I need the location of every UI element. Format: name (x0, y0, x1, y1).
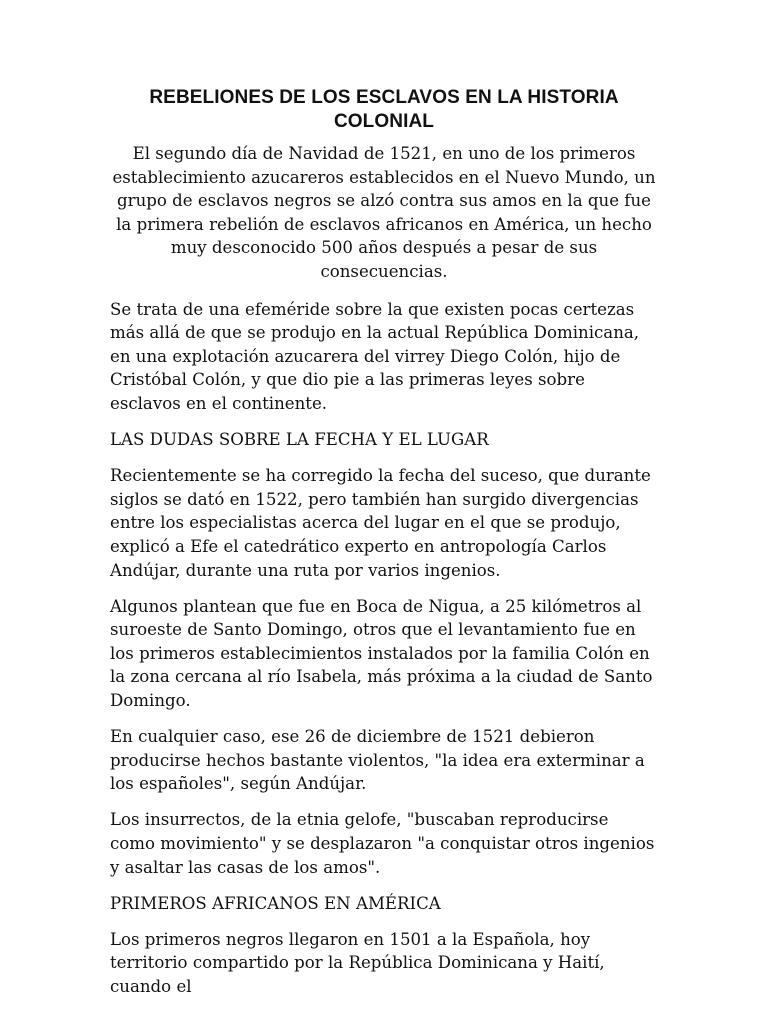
body-paragraph: Se trata de una efeméride sobre la que existen pocas certezas más allá de que se produjo en la actual República Dominicana, en una explotación azucarera del virrey Diego Colón, hijo de Cristóbal Colón, y que dio pie a las primeras leyes sobre esclavos en el continente. (110, 299, 640, 413)
section-heading: LAS DUDAS SOBRE LA FECHA Y EL LUGAR (110, 430, 489, 450)
lead-paragraph: El segundo día de Navidad de 1521, en uno de los primeros establecimiento azucareros establecidos en el Nuevo Mundo, un grupo de esclavos negros se alzó contra sus amos en la que fue la primera rebelión de esclavos africanos en América, un hecho muy desconocido 500 años después a pesar de sus consecuencias. (112, 144, 656, 281)
body-paragraph: En cualquier caso, ese 26 de diciembre de 1521 debieron producirse hechos bastante violentos, "la idea era exterminar a los españoles", según Andújar. (110, 727, 645, 794)
body-paragraph: Los insurrectos, de la etnia gelofe, "buscaban reproducirse como movimiento" y se desplazaron "a conquistar otros ingenios y asaltar las casas de los amos". (110, 810, 655, 877)
body-paragraph: Algunos plantean que fue en Boca de Nigua, a 25 kilómetros al suroeste de Santo Domingo, otros que el levantamiento fue en los primeros establecimientos instalados por la familia Colón en la zona cercana al río Isabela, más próxima a la ciudad de Santo Domingo. (110, 596, 653, 710)
body-paragraph: Los primeros negros llegaron en 1501 a la Española, hoy territorio compartido por la República Dominicana y Haití, cuando el (110, 929, 605, 996)
document-title: REBELIONES DE LOS ESCLAVOS EN LA HISTORIA COLONIAL (149, 87, 619, 132)
document-page (110, 86, 658, 1011)
body-paragraph: Recientemente se ha corregido la fecha del suceso, que durante siglos se dató en 1522, pero también han surgido divergencias entre los especialistas acerca del lugar en el que se produjo, explicó a Efe el catedrático experto en antropología Carlos Andújar, durante una ruta por varios ingenios. (110, 466, 651, 580)
section-heading: PRIMEROS AFRICANOS EN AMÉRICA (110, 893, 441, 913)
